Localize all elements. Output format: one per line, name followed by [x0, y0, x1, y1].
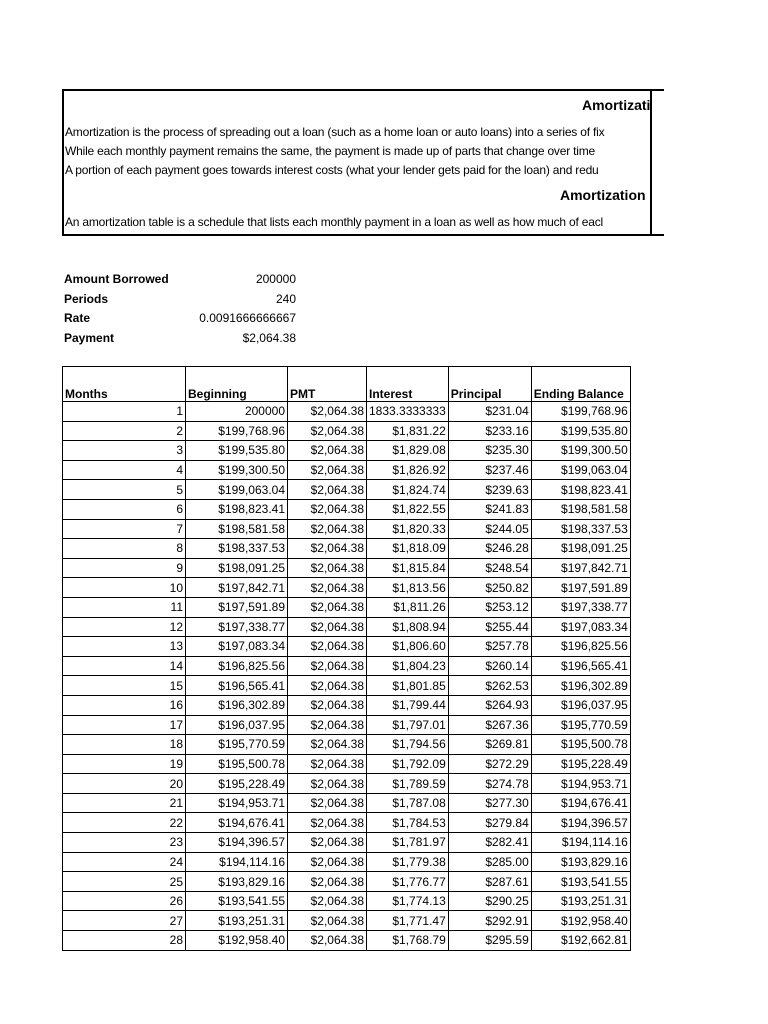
month-cell: 17 — [63, 715, 186, 735]
beginning-cell: $199,535.80 — [186, 441, 288, 461]
pmt-cell: $2,064.38 — [288, 499, 367, 519]
table-row — [63, 539, 631, 559]
table-body — [63, 402, 631, 951]
table-row — [63, 793, 631, 813]
beginning-cell: $198,823.41 — [186, 499, 288, 519]
principal-cell: $255.44 — [448, 617, 531, 637]
principal-cell: $257.78 — [448, 637, 531, 657]
param-value: 0.0091666666667 — [199, 311, 296, 325]
month-cell: 5 — [63, 480, 186, 500]
table-row — [63, 676, 631, 696]
month-cell: 12 — [63, 617, 186, 637]
pmt-cell: $2,064.38 — [288, 402, 367, 422]
table-row — [63, 617, 631, 637]
principal-cell: $248.54 — [448, 558, 531, 578]
table-row — [63, 774, 631, 794]
beginning-cell: 200000 — [186, 402, 288, 422]
beginning-cell: $194,676.41 — [186, 813, 288, 833]
ending-balance-cell: $198,581.58 — [531, 499, 630, 519]
ending-balance-cell: $193,541.55 — [531, 872, 630, 892]
ending-balance-cell: $195,228.49 — [531, 754, 630, 774]
interest-cell: $1,792.09 — [367, 754, 449, 774]
ending-balance-cell: $198,823.41 — [531, 480, 630, 500]
interest-cell: $1,815.84 — [367, 558, 449, 578]
principal-cell: $274.78 — [448, 774, 531, 794]
beginning-cell: $197,842.71 — [186, 578, 288, 598]
header-pmt: PMT — [288, 367, 367, 402]
interest-cell: $1,771.47 — [367, 911, 449, 931]
column-divider-line — [650, 89, 652, 234]
pmt-cell: $2,064.38 — [288, 891, 367, 911]
interest-cell: $1,811.26 — [367, 597, 449, 617]
table-row — [63, 519, 631, 539]
beginning-cell: $195,500.78 — [186, 754, 288, 774]
principal-cell: $241.83 — [448, 499, 531, 519]
principal-cell: $239.63 — [448, 480, 531, 500]
interest-cell: 1833.3333333 — [367, 402, 449, 422]
interest-cell: $1,768.79 — [367, 931, 449, 951]
pmt-cell: $2,064.38 — [288, 774, 367, 794]
table-description-line: An amortization table is a schedule that lists each monthly payment in a loan as well as how much of eacl — [65, 215, 603, 229]
pmt-cell: $2,064.38 — [288, 617, 367, 637]
table-row — [63, 597, 631, 617]
param-label: Amount Borrowed — [64, 272, 169, 286]
ending-balance-cell: $195,500.78 — [531, 735, 630, 755]
amortization-title: Amortizati — [582, 97, 651, 113]
pmt-cell: $2,064.38 — [288, 852, 367, 872]
beginning-cell: $196,037.95 — [186, 715, 288, 735]
principal-cell: $235.30 — [448, 441, 531, 461]
month-cell: 23 — [63, 833, 186, 853]
pmt-cell: $2,064.38 — [288, 558, 367, 578]
pmt-cell: $2,064.38 — [288, 519, 367, 539]
table-row — [63, 558, 631, 578]
ending-balance-cell: $193,251.31 — [531, 891, 630, 911]
principal-cell: $233.16 — [448, 421, 531, 441]
interest-cell: $1,820.33 — [367, 519, 449, 539]
ending-balance-cell: $199,535.80 — [531, 421, 630, 441]
table-row — [63, 754, 631, 774]
ending-balance-cell: $197,338.77 — [531, 597, 630, 617]
principal-cell: $272.29 — [448, 754, 531, 774]
month-cell: 26 — [63, 891, 186, 911]
param-value: 200000 — [255, 272, 296, 286]
ending-balance-cell: $193,829.16 — [531, 852, 630, 872]
amortization-info-box — [62, 89, 664, 236]
ending-balance-cell: $198,337.53 — [531, 519, 630, 539]
month-cell: 19 — [63, 754, 186, 774]
principal-cell: $237.46 — [448, 460, 531, 480]
beginning-cell: $199,768.96 — [186, 421, 288, 441]
pmt-cell: $2,064.38 — [288, 754, 367, 774]
ending-balance-cell: $196,565.41 — [531, 656, 630, 676]
principal-cell: $264.93 — [448, 695, 531, 715]
pmt-cell: $2,064.38 — [288, 813, 367, 833]
beginning-cell: $195,770.59 — [186, 735, 288, 755]
interest-cell: $1,776.77 — [367, 872, 449, 892]
table-row — [63, 852, 631, 872]
table-row — [63, 578, 631, 598]
principal-cell: $253.12 — [448, 597, 531, 617]
table-row — [63, 402, 631, 422]
param-row — [64, 309, 296, 329]
principal-cell: $246.28 — [448, 539, 531, 559]
ending-balance-cell: $196,825.56 — [531, 637, 630, 657]
principal-cell: $292.91 — [448, 911, 531, 931]
amortization-subtitle: Amortization — [560, 187, 646, 203]
beginning-cell: $198,337.53 — [186, 539, 288, 559]
principal-cell: $267.36 — [448, 715, 531, 735]
ending-balance-cell: $197,842.71 — [531, 558, 630, 578]
interest-cell: $1,813.56 — [367, 578, 449, 598]
param-row — [64, 270, 296, 290]
month-cell: 14 — [63, 656, 186, 676]
beginning-cell: $198,581.58 — [186, 519, 288, 539]
interest-cell: $1,818.09 — [367, 539, 449, 559]
intro-line-3: A portion of each payment goes towards interest costs (what your lender gets paid for the loan) and redu — [65, 163, 599, 177]
interest-cell: $1,779.38 — [367, 852, 449, 872]
principal-cell: $295.59 — [448, 931, 531, 951]
ending-balance-cell: $197,083.34 — [531, 617, 630, 637]
month-cell: 9 — [63, 558, 186, 578]
header-principal: Principal — [448, 367, 531, 402]
header-interest: Interest — [367, 367, 449, 402]
ending-balance-cell: $199,063.04 — [531, 460, 630, 480]
beginning-cell: $193,829.16 — [186, 872, 288, 892]
beginning-cell: $193,251.31 — [186, 911, 288, 931]
interest-cell: $1,808.94 — [367, 617, 449, 637]
month-cell: 20 — [63, 774, 186, 794]
interest-cell: $1,806.60 — [367, 637, 449, 657]
intro-line-1: Amortization is the process of spreading out a loan (such as a home loan or auto loans) into a series of fix — [65, 125, 605, 139]
month-cell: 10 — [63, 578, 186, 598]
loan-parameters — [64, 270, 296, 348]
beginning-cell: $194,396.57 — [186, 833, 288, 853]
principal-cell: $282.41 — [448, 833, 531, 853]
pmt-cell: $2,064.38 — [288, 676, 367, 696]
pmt-cell: $2,064.38 — [288, 460, 367, 480]
ending-balance-cell: $194,396.57 — [531, 813, 630, 833]
param-row — [64, 290, 296, 310]
month-cell: 21 — [63, 793, 186, 813]
beginning-cell: $192,958.40 — [186, 931, 288, 951]
month-cell: 1 — [63, 402, 186, 422]
table-row — [63, 637, 631, 657]
intro-line-2: While each monthly payment remains the same, the payment is made up of parts that change over time — [65, 144, 596, 158]
principal-cell: $287.61 — [448, 872, 531, 892]
pmt-cell: $2,064.38 — [288, 578, 367, 598]
principal-cell: $260.14 — [448, 656, 531, 676]
month-cell: 11 — [63, 597, 186, 617]
interest-cell: $1,799.44 — [367, 695, 449, 715]
pmt-cell: $2,064.38 — [288, 715, 367, 735]
interest-cell: $1,794.56 — [367, 735, 449, 755]
param-row — [64, 329, 296, 349]
month-cell: 27 — [63, 911, 186, 931]
month-cell: 8 — [63, 539, 186, 559]
beginning-cell: $195,228.49 — [186, 774, 288, 794]
principal-cell: $285.00 — [448, 852, 531, 872]
table-row — [63, 833, 631, 853]
principal-cell: $231.04 — [448, 402, 531, 422]
ending-balance-cell: $192,662.81 — [531, 931, 630, 951]
beginning-cell: $199,300.50 — [186, 460, 288, 480]
month-cell: 2 — [63, 421, 186, 441]
pmt-cell: $2,064.38 — [288, 539, 367, 559]
table-row — [63, 656, 631, 676]
ending-balance-cell: $195,770.59 — [531, 715, 630, 735]
table-row — [63, 891, 631, 911]
beginning-cell: $197,083.34 — [186, 637, 288, 657]
ending-balance-cell: $196,302.89 — [531, 676, 630, 696]
beginning-cell: $197,338.77 — [186, 617, 288, 637]
principal-cell: $277.30 — [448, 793, 531, 813]
interest-cell: $1,804.23 — [367, 656, 449, 676]
interest-cell: $1,781.97 — [367, 833, 449, 853]
month-cell: 25 — [63, 872, 186, 892]
pmt-cell: $2,064.38 — [288, 441, 367, 461]
month-cell: 3 — [63, 441, 186, 461]
month-cell: 7 — [63, 519, 186, 539]
table-header-row — [63, 367, 631, 402]
param-label: Periods — [64, 291, 109, 306]
ending-balance-cell: $199,300.50 — [531, 441, 630, 461]
pmt-cell: $2,064.38 — [288, 695, 367, 715]
beginning-cell: $198,091.25 — [186, 558, 288, 578]
header-ending-balance: Ending Balance — [531, 367, 630, 402]
ending-balance-cell: $194,953.71 — [531, 774, 630, 794]
table-row — [63, 460, 631, 480]
beginning-cell: $194,953.71 — [186, 793, 288, 813]
month-cell: 6 — [63, 499, 186, 519]
pmt-cell: $2,064.38 — [288, 911, 367, 931]
month-cell: 16 — [63, 695, 186, 715]
interest-cell: $1,826.92 — [367, 460, 449, 480]
table-row — [63, 421, 631, 441]
pmt-cell: $2,064.38 — [288, 421, 367, 441]
pmt-cell: $2,064.38 — [288, 872, 367, 892]
param-label: Payment — [64, 330, 115, 345]
principal-cell: $269.81 — [448, 735, 531, 755]
interest-cell: $1,831.22 — [367, 421, 449, 441]
interest-cell: $1,797.01 — [367, 715, 449, 735]
beginning-cell: $196,825.56 — [186, 656, 288, 676]
amortization-schedule-table — [62, 366, 631, 951]
month-cell: 13 — [63, 637, 186, 657]
ending-balance-cell: $198,091.25 — [531, 539, 630, 559]
interest-cell: $1,789.59 — [367, 774, 449, 794]
pmt-cell: $2,064.38 — [288, 637, 367, 657]
month-cell: 4 — [63, 460, 186, 480]
interest-cell: $1,787.08 — [367, 793, 449, 813]
table-row — [63, 813, 631, 833]
principal-cell: $262.53 — [448, 676, 531, 696]
beginning-cell: $194,114.16 — [186, 852, 288, 872]
header-beginning: Beginning — [186, 367, 288, 402]
interest-cell: $1,801.85 — [367, 676, 449, 696]
pmt-cell: $2,064.38 — [288, 480, 367, 500]
param-value: 240 — [275, 291, 296, 306]
ending-balance-cell: $199,768.96 — [531, 402, 630, 422]
month-cell: 24 — [63, 852, 186, 872]
ending-balance-cell: $194,114.16 — [531, 833, 630, 853]
ending-balance-cell: $192,958.40 — [531, 911, 630, 931]
param-label: Rate — [64, 311, 91, 325]
interest-cell: $1,829.08 — [367, 441, 449, 461]
month-cell: 15 — [63, 676, 186, 696]
pmt-cell: $2,064.38 — [288, 793, 367, 813]
table-row — [63, 872, 631, 892]
interest-cell: $1,822.55 — [367, 499, 449, 519]
ending-balance-cell: $196,037.95 — [531, 695, 630, 715]
table-row — [63, 695, 631, 715]
pmt-cell: $2,064.38 — [288, 931, 367, 951]
pmt-cell: $2,064.38 — [288, 735, 367, 755]
beginning-cell: $196,565.41 — [186, 676, 288, 696]
month-cell: 28 — [63, 931, 186, 951]
ending-balance-cell: $197,591.89 — [531, 578, 630, 598]
table-row — [63, 911, 631, 931]
principal-cell: $244.05 — [448, 519, 531, 539]
interest-cell: $1,784.53 — [367, 813, 449, 833]
table-row — [63, 715, 631, 735]
beginning-cell: $193,541.55 — [186, 891, 288, 911]
table-row — [63, 735, 631, 755]
ending-balance-cell: $194,676.41 — [531, 793, 630, 813]
table-row — [63, 499, 631, 519]
table-row — [63, 480, 631, 500]
month-cell: 18 — [63, 735, 186, 755]
param-value: $2,064.38 — [242, 330, 296, 345]
month-cell: 22 — [63, 813, 186, 833]
pmt-cell: $2,064.38 — [288, 597, 367, 617]
principal-cell: $250.82 — [448, 578, 531, 598]
pmt-cell: $2,064.38 — [288, 833, 367, 853]
table-row — [63, 931, 631, 951]
interest-cell: $1,824.74 — [367, 480, 449, 500]
beginning-cell: $197,591.89 — [186, 597, 288, 617]
header-months: Months — [63, 367, 186, 402]
beginning-cell: $196,302.89 — [186, 695, 288, 715]
interest-cell: $1,774.13 — [367, 891, 449, 911]
principal-cell: $279.84 — [448, 813, 531, 833]
principal-cell: $290.25 — [448, 891, 531, 911]
beginning-cell: $199,063.04 — [186, 480, 288, 500]
table-row — [63, 441, 631, 461]
pmt-cell: $2,064.38 — [288, 656, 367, 676]
